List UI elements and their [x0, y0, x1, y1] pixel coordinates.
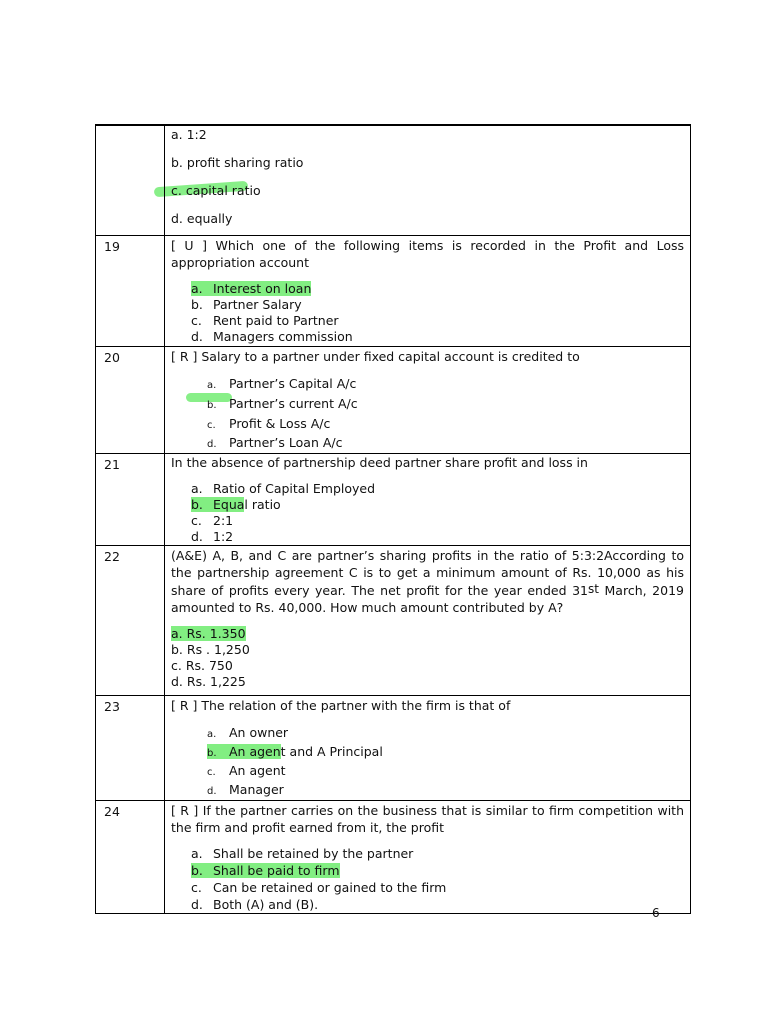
question-body-cell [165, 453, 691, 545]
option-c: c. capital ratio [171, 183, 261, 198]
option-a: a. Partner’s Capital A/c [207, 375, 357, 391]
option-list [171, 375, 684, 453]
question-body-cell [165, 545, 691, 695]
option-b: b. Shall be paid to firm [191, 862, 340, 878]
question-stem: [ R ] The relation of the partner with the firm is that of [171, 697, 511, 713]
option-b: b. Equal ratio [191, 496, 281, 512]
option-a: a. Ratio of Capital Employed [191, 480, 376, 496]
option-d: d. Rs. 1,225 [171, 673, 246, 689]
question-stem: (A&E) A, B, and C are partner’s sharing profits in the ratio of 5:3:2According to the partnership agreement C is to get a minimum amount of Rs. 10,000 as his share of profits every year. The net profit for the year ended 31st March, 2019 amounted to Rs. 40,000. How much amount contributed by A? [171, 547, 684, 615]
table-row [96, 453, 691, 545]
option-list [171, 845, 684, 913]
question-number: 21 [96, 453, 165, 545]
question-number: 22 [96, 545, 165, 695]
option-list [171, 481, 684, 545]
question-stem: In the absence of partnership deed partner share profit and loss in [171, 454, 588, 470]
question-body-cell [165, 235, 691, 346]
option-d: d. Manager [207, 781, 284, 797]
table-row [96, 235, 691, 346]
page-number: 6 [652, 906, 660, 920]
option-a: a. Shall be retained by the partner [191, 845, 414, 861]
table-row [96, 695, 691, 800]
option-a: a. An owner [207, 724, 289, 740]
question-body-cell [165, 800, 691, 913]
option-list [171, 281, 684, 345]
question-body-cell [165, 695, 691, 800]
option-a: a. Interest on loan [191, 280, 312, 296]
table-row [96, 346, 691, 453]
option-c: c. Can be retained or gained to the firm [191, 879, 447, 895]
question-number: 20 [96, 346, 165, 453]
question-body-cell [165, 125, 691, 235]
option-c: c. Rs. 750 [171, 657, 233, 673]
option-d: d. Both (A) and (B). [191, 896, 319, 912]
option-c: c. Rent paid to Partner [191, 312, 339, 328]
question-body-cell [165, 346, 691, 453]
question-stem: [ R ] If the partner carries on the business that is similar to firm competition with the firm and profit earned from it, the profit [171, 802, 684, 835]
option-d: d. Partner’s Loan A/c [207, 434, 343, 450]
option-d: d. Managers commission [191, 328, 353, 344]
option-b: b. Rs . 1,250 [171, 641, 250, 657]
question-stem: [ U ] Which one of the following items is recorded in the Profit and Loss appropriation account [171, 237, 684, 270]
table-row [96, 800, 691, 913]
option-c: c. 2:1 [191, 512, 234, 528]
option-b: b. Partner’s current A/c [207, 395, 358, 411]
option-c: c. An agent [207, 762, 286, 778]
question-table [95, 124, 691, 914]
table-row [96, 125, 691, 235]
question-number-cell [96, 125, 165, 235]
option-list [171, 626, 684, 690]
option-d: d. equally [171, 211, 233, 226]
question-number: 24 [96, 800, 165, 913]
question-number: 23 [96, 695, 165, 800]
option-c: c. Profit & Loss A/c [207, 415, 331, 431]
option-b: b. An agent and A Principal [207, 743, 383, 759]
table-row [96, 545, 691, 695]
option-b: b. profit sharing ratio [171, 155, 304, 170]
option-a: a. Rs. 1.350 [171, 625, 246, 641]
option-a: a. 1:2 [171, 127, 207, 142]
question-stem: [ R ] Salary to a partner under fixed capital account is credited to [171, 348, 580, 364]
option-d: d. 1:2 [191, 528, 234, 544]
option-list [171, 724, 684, 800]
option-b: b. Partner Salary [191, 296, 302, 312]
question-number: 19 [96, 235, 165, 346]
